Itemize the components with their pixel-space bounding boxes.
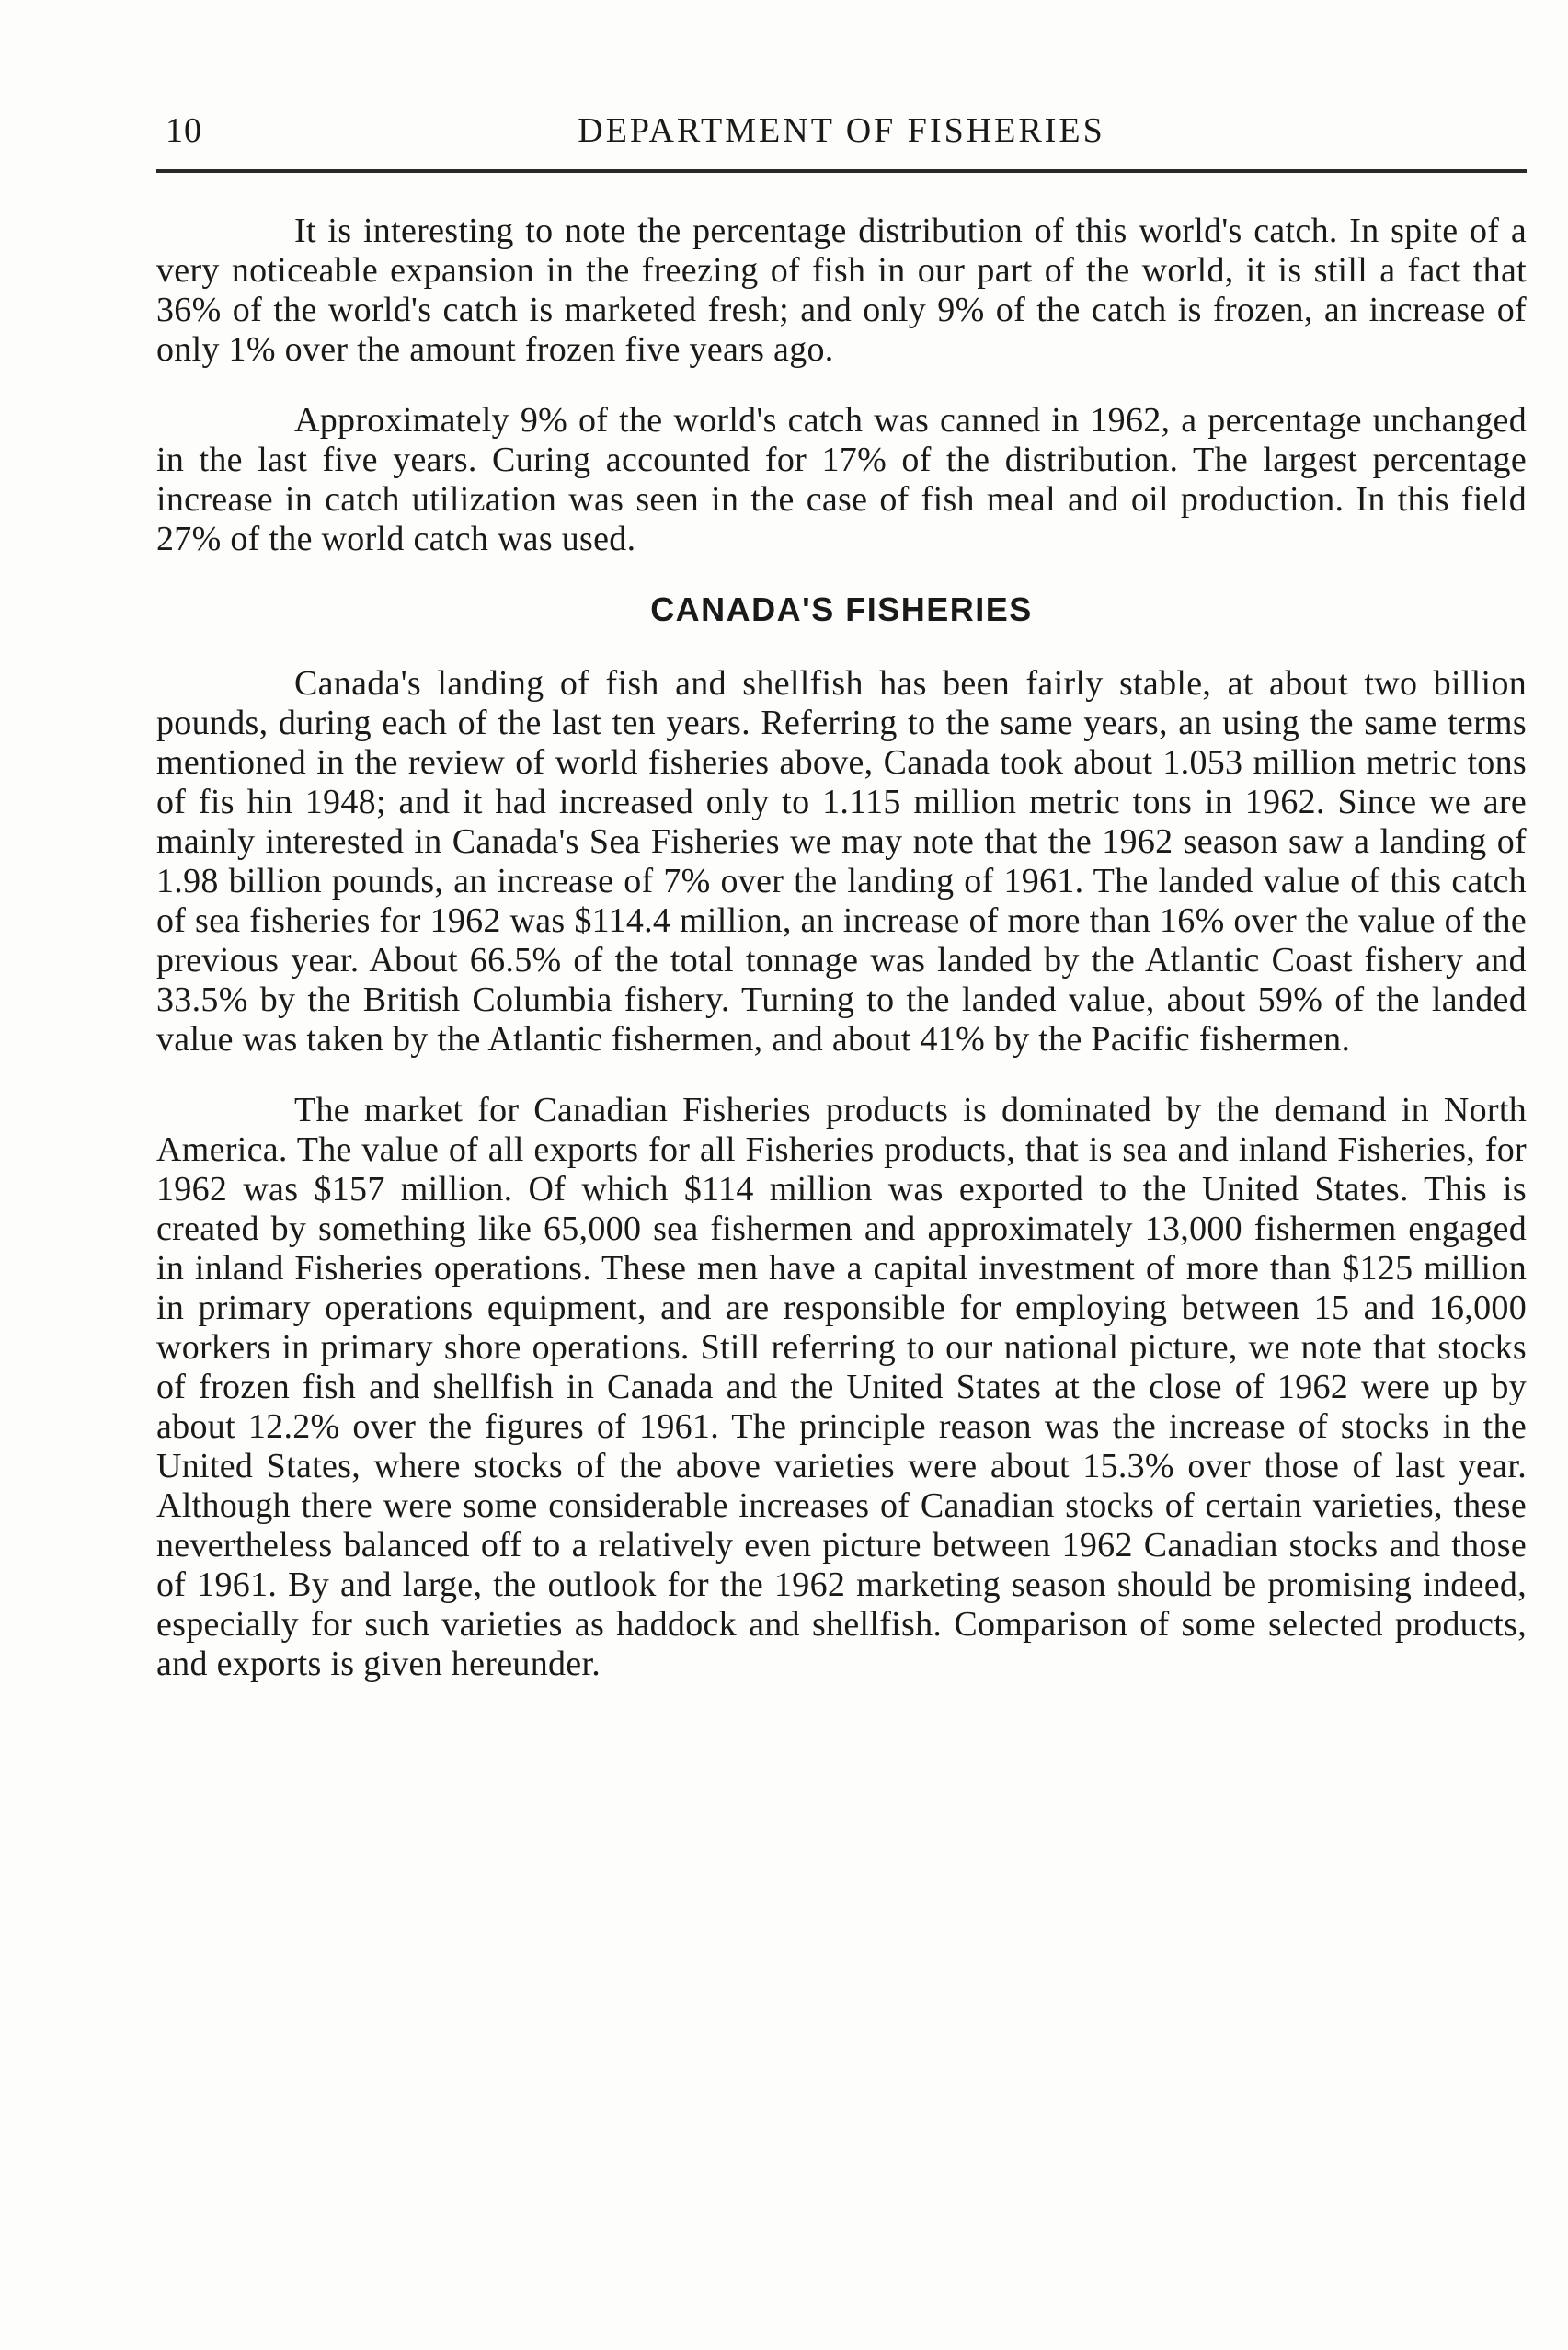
running-head: DEPARTMENT OF FISHERIES <box>578 111 1105 150</box>
section-heading: CANADA'S FISHERIES <box>650 590 1033 628</box>
paragraph: Canada's landing of fish and shellfish has been fairly stable, at about two billion pounds, during each of the last ten years. Referring to the same years, an using the same terms mentioned in the review of world fisheries above, Canada took about 1.053 million metric tons of fis hin 1948; and it had increased only to 1.115 million metric tons in 1962. Since we are mainly interested in Canada's Sea Fisheries we may note that the 1962 season saw a landing of 1.98 billion pounds, an increase of 7% over the landing of 1961. The landed value of this catch of sea fisheries for 1962 was $114.4 million, an increase of more than 16% over the value of the previous year. About 66.5% of the total tonnage was landed by the Atlantic Coast fishery and 33.5% by the British Columbia fishery. Turning to the landed value, about 59% of the landed value was taken by the Atlantic fishermen, and about 41% by the Pacific fishermen. <box>156 664 1527 1059</box>
header-rule <box>156 169 1527 173</box>
page-header <box>156 110 1527 156</box>
paragraph: Approximately 9% of the world's catch was canned in 1962, a percentage unchanged in the last five years. Curing accounted for 17% of the distribution. The largest percentage increase in catch utilization was seen in the case of fish meal and oil production. In this field 27% of the world catch was used. <box>156 401 1527 558</box>
body-text <box>156 212 1527 1715</box>
paragraph: The market for Canadian Fisheries products is dominated by the demand in North America. The value of all exports for all Fisheries products, that is sea and inland Fisheries, for 1962 was $157 million. Of which $114 million was exported to the United States. This is created by something like 65,000 sea fishermen and approximately 13,000 fishermen engaged in inland Fisheries operations. These men have a capital investment of more than $125 million in primary operations equipment, and are responsible for employing between 15 and 16,000 workers in primary shore operations. Still referring to our national picture, we note that stocks of frozen fish and shellfish in Canada and the United States at the close of 1962 were up by about 12.2% over the figures of 1961. The principle reason was the increase of stocks in the United States, where stocks of the above varieties were about 15.3% over those of last year. Although there were some considerable increases of Canadian stocks of certain varieties, these nevertheless balanced off to a relatively even picture between 1962 Canadian stocks and those of 1961. By and large, the outlook for the 1962 marketing season should be promising indeed, especially for such varieties as haddock and shellfish. Comparison of some selected products, and exports is given hereunder. <box>156 1091 1527 1683</box>
page-number: 10 <box>166 111 202 150</box>
paragraph: It is interesting to note the percentage distribution of this world's catch. In spite of a very noticeable expansion in the freezing of fish in our part of the world, it is still a fact that 36% of the world's catch is marketed fresh; and only 9% of the catch is frozen, an increase of only 1% over the amount frozen five years ago. <box>156 212 1527 369</box>
